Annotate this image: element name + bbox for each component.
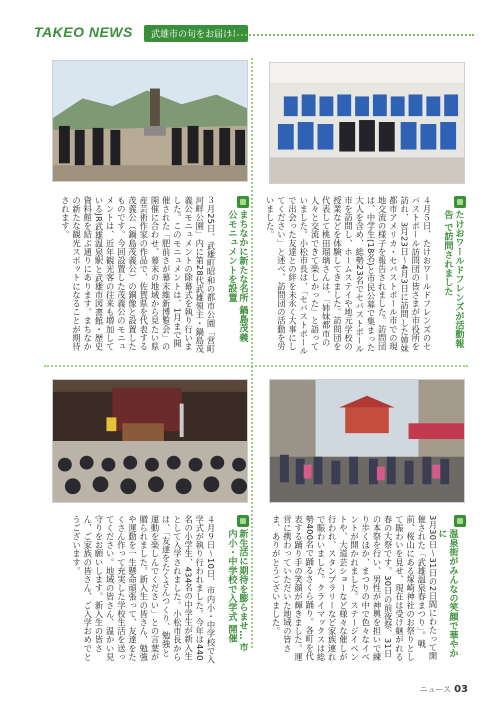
- article-4-heading-icon: [454, 515, 466, 527]
- footer-label: ニュース: [419, 685, 452, 694]
- page-header: [34, 22, 474, 46]
- article-3-body: ４月９日〜10日、市内小・中学校で入学式が執り行われました。今年は440名の小学生、434名の中学生が新入生として入学されました。小松市長からは、「友達をたくさんつくり、勉強と運動を楽しんでください」との言葉が贈られました。新入生の皆さん、勉強や運動を一生懸命頑張って、友達をたくさん作って充実した学校生活を送ってください。地域の皆さん、温かい見守りをお願いします。新入生の皆さん、ご家族の皆さん、ご入学おめでとうございます。: [71, 515, 216, 664]
- column-divider: [251, 58, 253, 648]
- page-footer: [419, 684, 468, 695]
- page-number: 03: [454, 684, 468, 695]
- article-4-body: 3月30日〜31日の2日間にわたって開催された「武雄温泉春まつり」。戦前、桜山にある塚崎神社のお祭りとして賑わいを見せ、現在は受け継がれる春の大祭です。30日の前夜祭、31日の本祭を行い、男性が神輿を担いで練り歩くほか、まつりの中で色々なイベントが開かれました。ステージイベントや、大道芸ショーなど様々な催しが行われ、スタンプラリーなど家族連れで賑わいました。クライマックスは総勢400名で踊るさくら踊り。各町を代表する踊り手の笑顔が輝きました。運営に携わっていただいた地域の皆さま、ありがとうございました。: [271, 515, 438, 662]
- article-3-heading-icon: [237, 515, 249, 527]
- article-1-heading: まちなかに新たな名所 鍋島茂義公モニュメントを設置: [226, 210, 248, 342]
- article-1-heading-icon: [237, 196, 249, 208]
- row-divider: [44, 365, 468, 367]
- monument-ceremony-photo: [52, 60, 248, 182]
- article-2-heading-icon: [454, 196, 466, 208]
- article-4-heading: 温泉街がみんなの笑顔で華やかに: [436, 529, 458, 658]
- festival-street-photo: [269, 379, 465, 503]
- article-3-heading: 新生活に期待を膨らませ… 市内小・中学校で入学式 開催: [226, 529, 248, 652]
- header-title: TAKEO NEWS: [34, 24, 133, 40]
- header-tag: 武雄市の旬をお届け！: [144, 25, 248, 42]
- article-2-heading: たけおワールドフレンズが活動報告 で訪問されました: [442, 210, 464, 348]
- article-2-body: ４月５日、たけおワールドフレンズのセバストポール訪問団の皆さまが市役所を訪れ、3月23日〜4月3日に訪問した姉妹都市アメリカ・セバストポール市での現地交流の様子を報告されました。訪問団は、中学生(18名)と市民公募で集まった大人を含め、総勢23名でセバストポール市を訪問し、ホームステイや地元学校の授業などを体験してきました。訪問団を代表して桃田瑠璃さんは、「姉妹都市の人々と交流できて楽しかった」と語っていました。小松市長は、「セバストポールで出会った友達との絆を未永く大事にしてください」と述べ、訪問団の活動を労いました。: [265, 196, 432, 356]
- delegation-group-photo: [269, 62, 465, 184]
- entrance-ceremony-photo: [52, 379, 248, 503]
- header-rule: [230, 34, 474, 36]
- article-1-body: ３月25日、武雄町昭和の都市公園「営町河畔公園」内に第28代武雄領主・鍋島茂義公モニュメントの除幕式を執り行いました。このモニュメントは、1月まで開催された「肥前さが幕末維新博覧会」の開催に合わせ、幕末の地域から見たい県産芸術作家の作品で、佐賀県を代表する茂義公（鍋島茂義公）の銅像と設置したものです。今回設置した茂義公のモニュメントは、近年観光客の往来も増加しているJR武雄温泉駅と武雄市図書館・歴史資料館を結ぶ通りにあります。まちなかの新たな観光スポットになることが期待されます。: [60, 196, 216, 354]
